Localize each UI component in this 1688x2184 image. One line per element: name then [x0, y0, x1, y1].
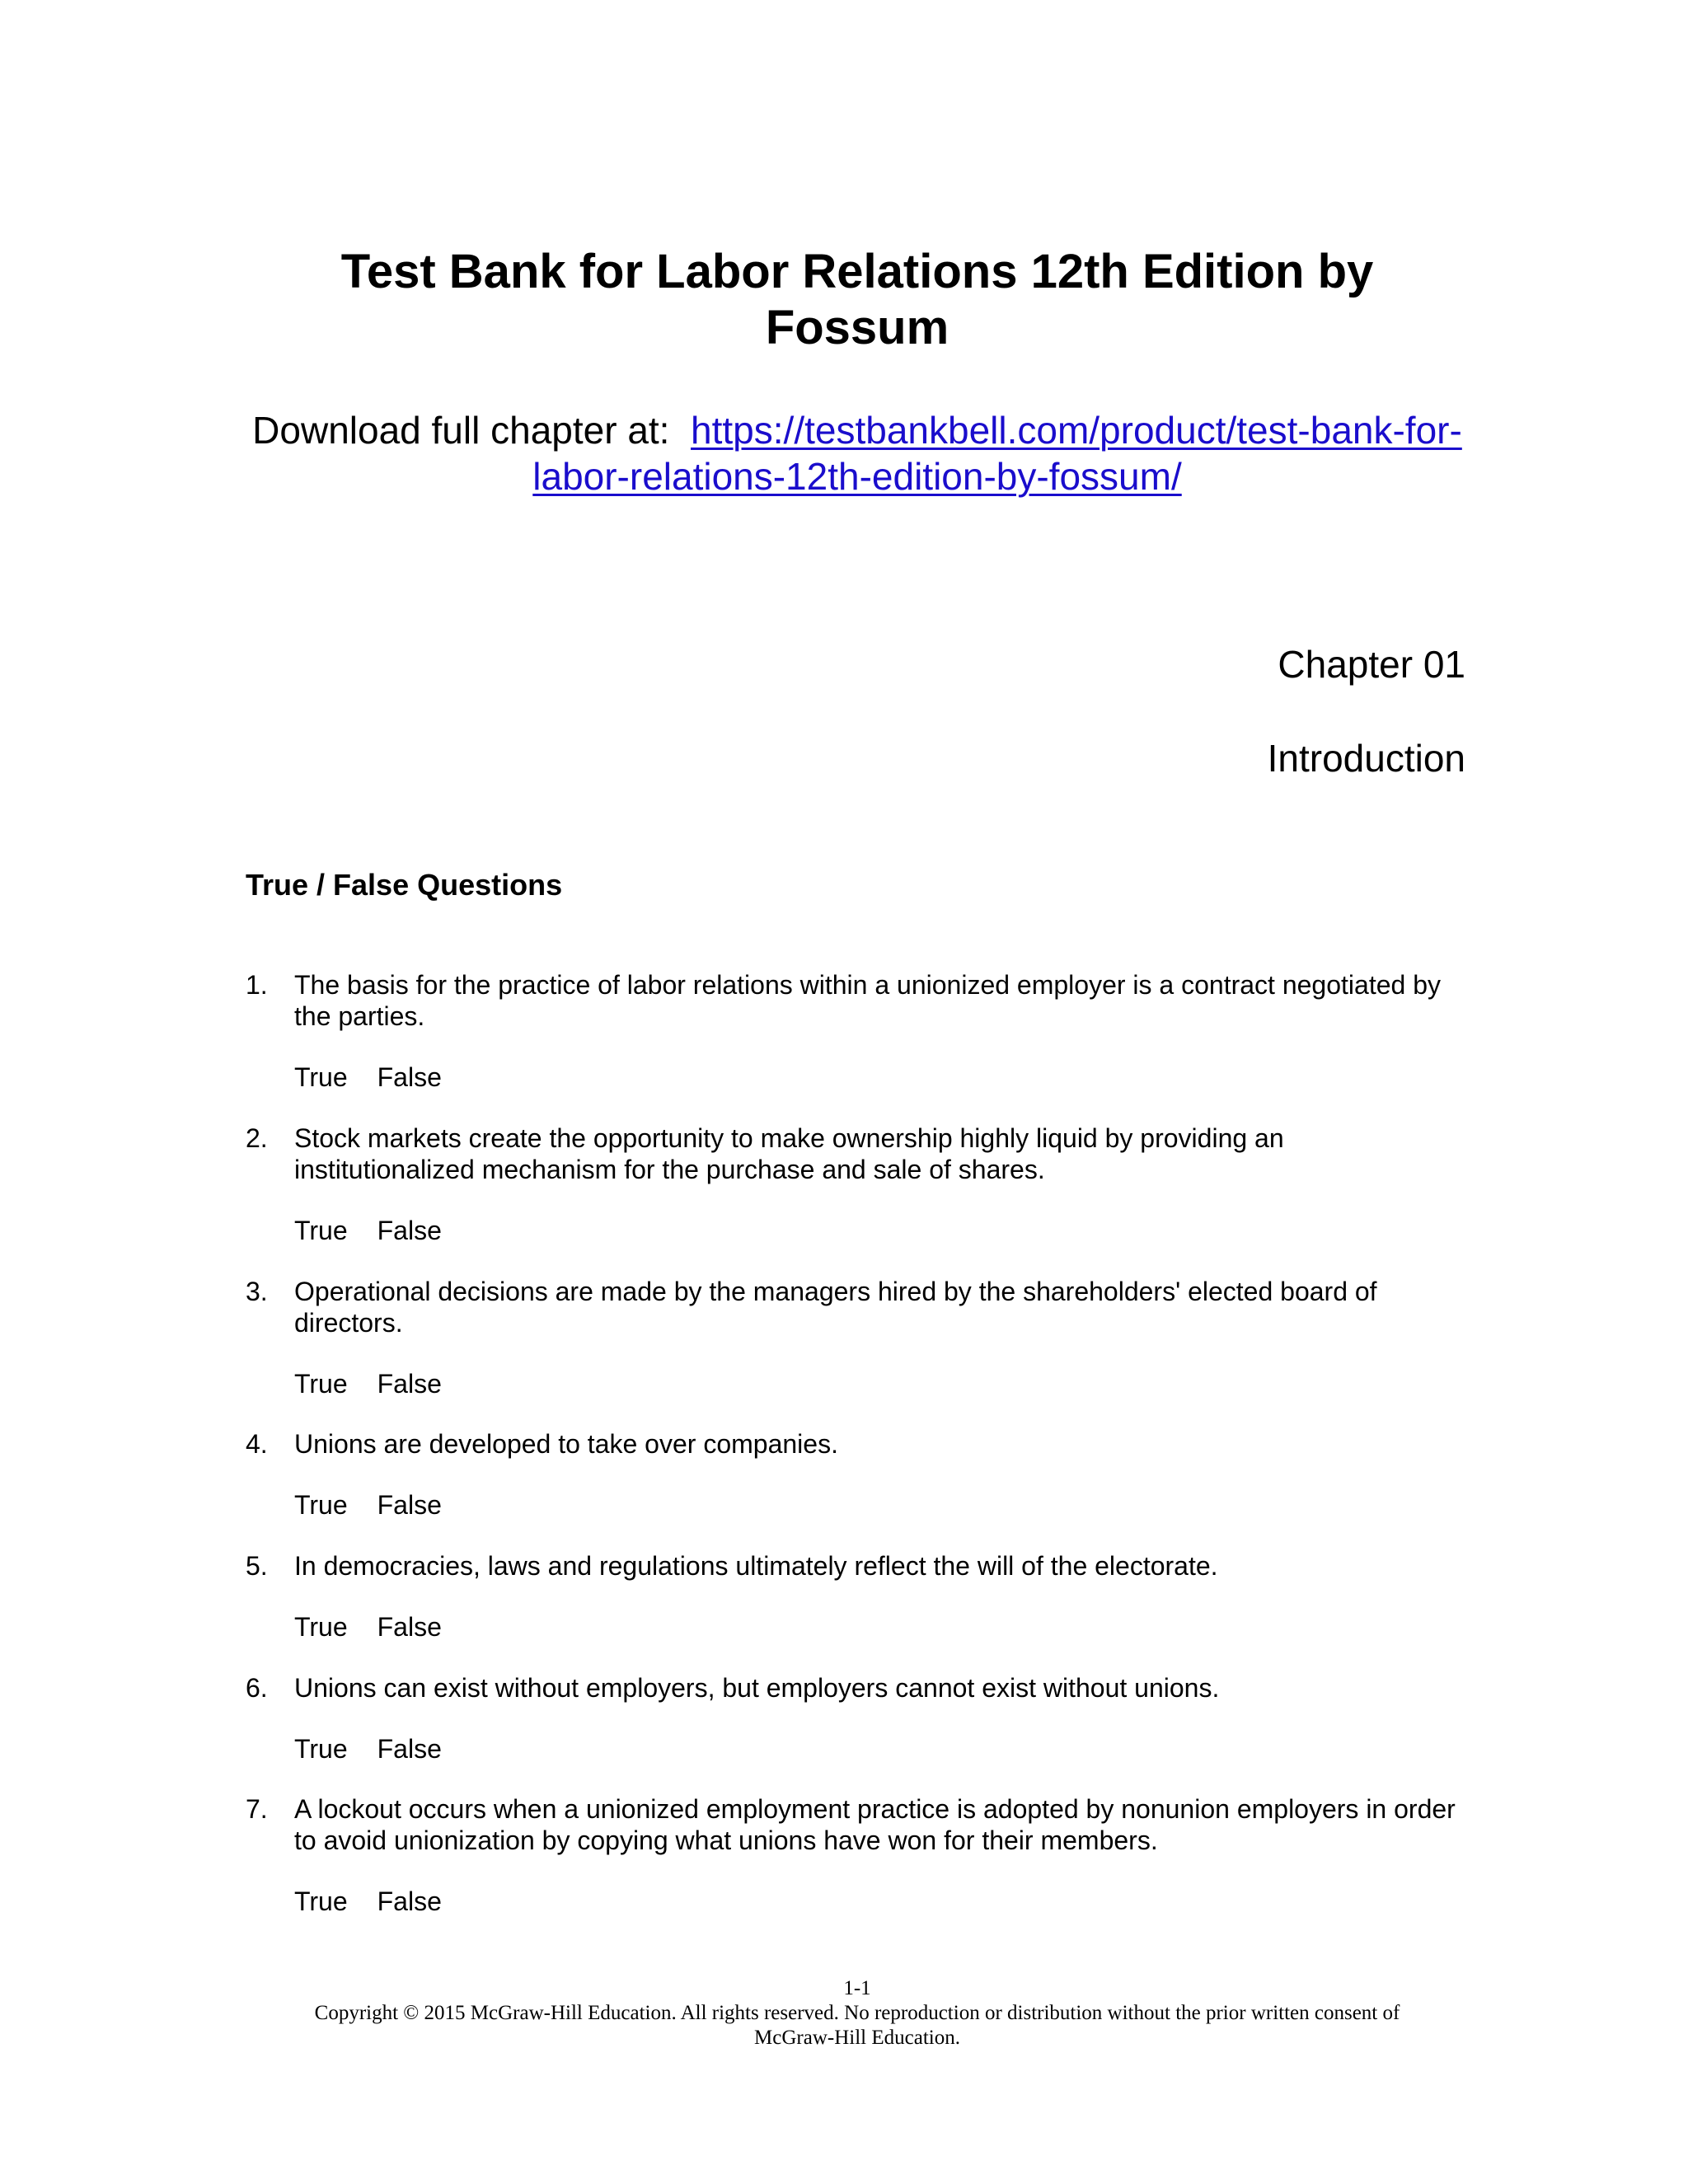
answer-options [294, 1733, 1467, 1765]
question-number: 5. [246, 1551, 268, 1581]
chapter-title: Introduction [1267, 737, 1465, 780]
question-item [246, 1276, 1467, 1399]
page-number: 1-1 [843, 1977, 871, 1999]
question-item [246, 1672, 1467, 1765]
question-text: Stock markets create the opportunity to make ownership highly liquid by providing an institutionalized mechanism for the purchase and sale of shares. [294, 1123, 1284, 1184]
answer-options [294, 1611, 1467, 1643]
answer-options [294, 1489, 1467, 1521]
answer-options [294, 1062, 1467, 1093]
download-link[interactable] [532, 409, 1462, 498]
false-option: False [377, 1369, 442, 1399]
false-option: False [377, 1490, 442, 1520]
download-notice [247, 407, 1467, 499]
question-text: The basis for the practice of labor relations within a unionized employer is a contract negotiated by the parties. [294, 970, 1441, 1031]
question-number: 3. [246, 1277, 268, 1306]
download-label: Download full chapter at: [252, 409, 670, 452]
question-text: Operational decisions are made by the managers hired by the shareholders' elected board of directors. [294, 1277, 1377, 1338]
false-option: False [377, 1216, 442, 1245]
question-text: In democracies, laws and regulations ultimately reflect the will of the electorate. [294, 1551, 1218, 1581]
question-number: 6. [246, 1673, 268, 1703]
true-option: True [294, 1490, 348, 1520]
question-number: 2. [246, 1123, 268, 1153]
true-option: True [294, 1216, 348, 1245]
true-option: True [294, 1612, 348, 1642]
question-text: Unions are developed to take over companies. [294, 1429, 838, 1459]
true-option: True [294, 1369, 348, 1399]
question-item [246, 1793, 1467, 1917]
question-item [246, 1122, 1467, 1246]
answer-options [294, 1368, 1467, 1399]
question-item [246, 1428, 1467, 1521]
false-option: False [377, 1062, 442, 1092]
copyright-line-1: Copyright © 2015 McGraw-Hill Education. All rights reserved. No reproduction or distribution without the prior written consent of [314, 2002, 1400, 2024]
question-text: Unions can exist without employers, but employers cannot exist without unions. [294, 1673, 1220, 1703]
copyright-line-2: McGraw-Hill Education. [754, 2027, 960, 2049]
true-option: True [294, 1062, 348, 1092]
section-heading: True / False Questions [246, 868, 563, 902]
true-option: True [294, 1734, 348, 1764]
download-link-line-1: https://testbankbell.com/product/test-bank-for- [691, 409, 1462, 452]
page-footer [247, 1976, 1467, 2050]
answer-options [294, 1215, 1467, 1246]
false-option: False [377, 1612, 442, 1642]
false-option: False [377, 1886, 442, 1916]
question-item [246, 969, 1467, 1093]
true-option: True [294, 1886, 348, 1916]
question-number: 7. [246, 1794, 268, 1824]
question-number: 4. [246, 1429, 268, 1459]
false-option: False [377, 1734, 442, 1764]
question-item [246, 1550, 1467, 1643]
download-link-line-2: labor-relations-12th-edition-by-fossum/ [532, 455, 1182, 498]
answer-options [294, 1886, 1467, 1917]
document-title [247, 244, 1467, 356]
question-text: A lockout occurs when a unionized employment practice is adopted by nonunion employers in order to avoid unionization by copying what unions have won for their members. [294, 1794, 1456, 1855]
chapter-number: Chapter 01 [1278, 643, 1465, 686]
question-number: 1. [246, 970, 268, 1000]
title-line-2: Fossum [765, 301, 950, 354]
title-line-1: Test Bank for Labor Relations 12th Edition by [340, 245, 1374, 298]
